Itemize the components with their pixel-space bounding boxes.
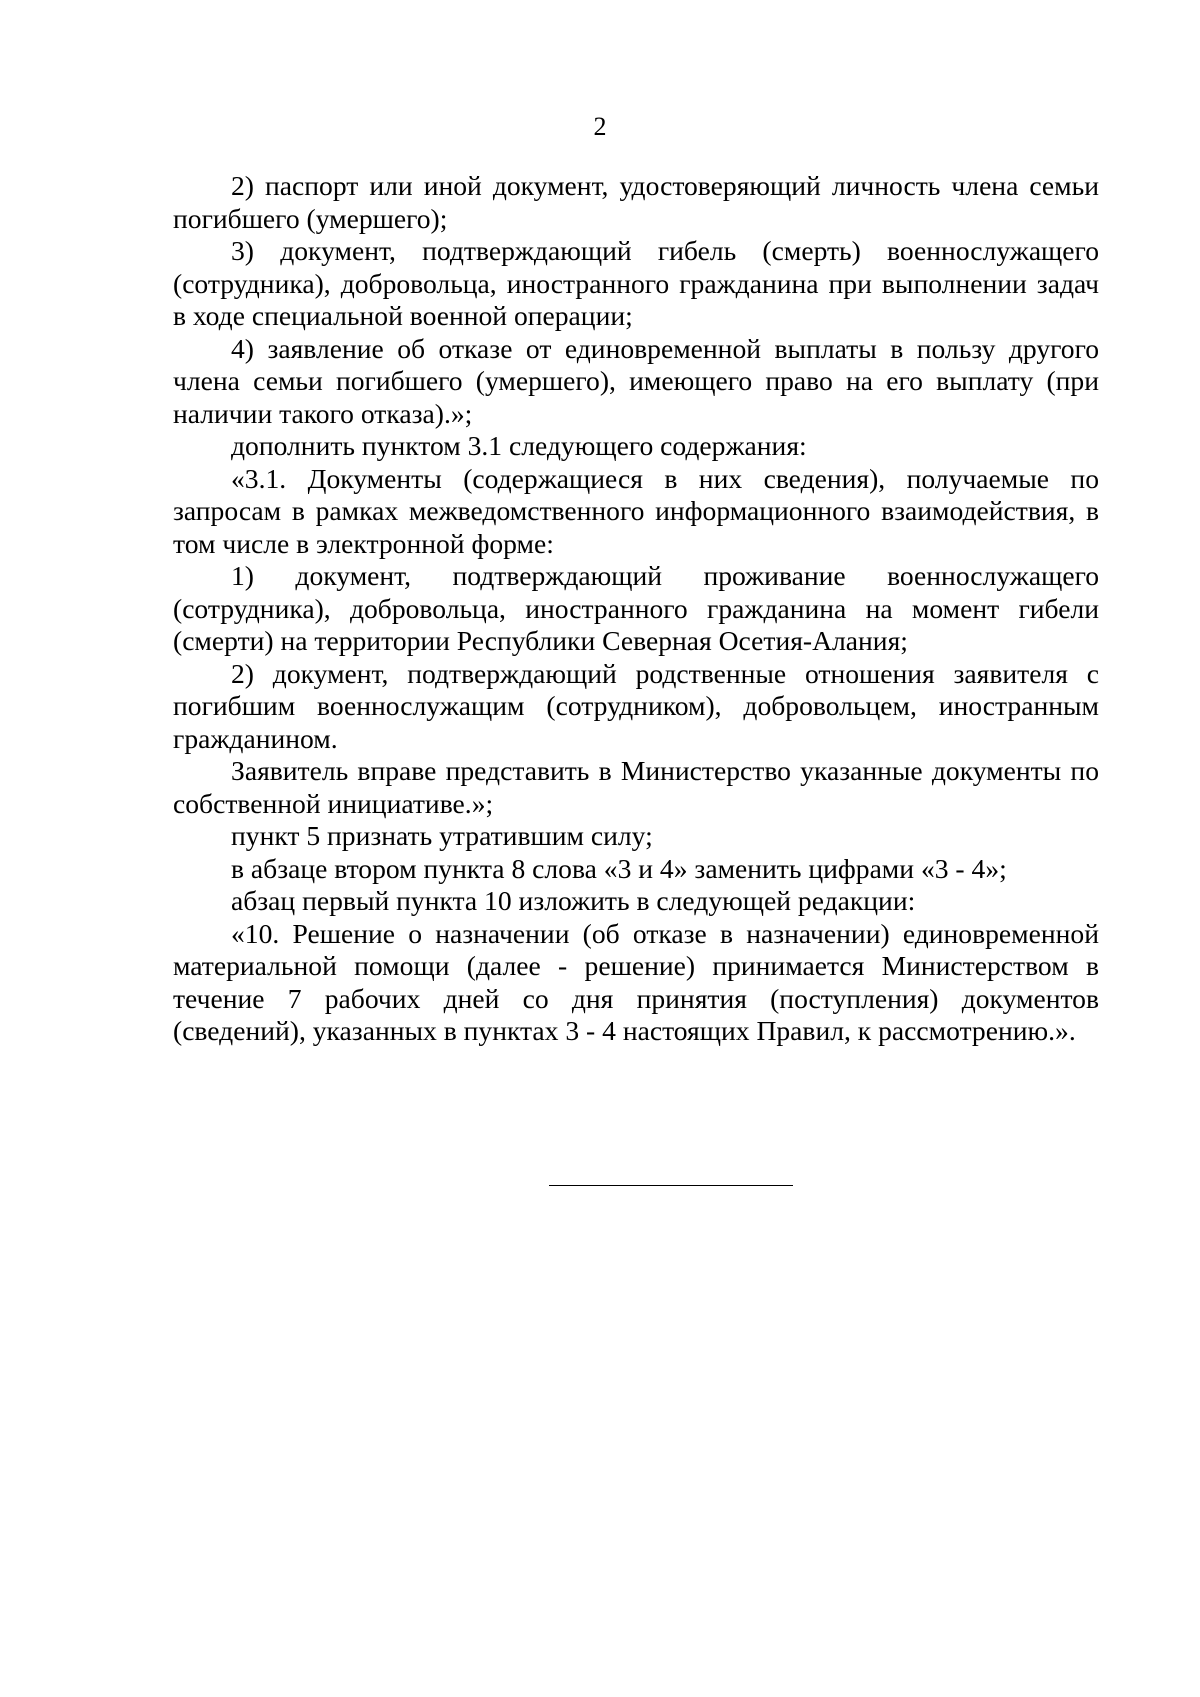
paragraph-point-8-change: в абзаце втором пункта 8 слова «3 и 4» заменить цифрами «3 - 4»; [231, 852, 1007, 884]
end-separator-line [549, 1185, 793, 1186]
document-body [173, 170, 1099, 1048]
paragraph-refusal-statement: 4) заявление об отказе от единовременной выплаты в пользу другого члена семьи погибшего (умершего), имеющего право на его выплату (при наличии такого отказа).»; [173, 332, 1099, 429]
paragraph-point-3-1: «3.1. Документы (содержащиеся в них сведения), получаемые по запросам в рамках межведомственного информационного взаимодействия, в том числе в электронной форме: [173, 462, 1099, 559]
paragraph-applicant-right: Заявитель вправе представить в Министерство указанные документы по собственной инициативе.»; [173, 755, 1099, 819]
paragraph-passport: 2) паспорт или иной документ, удостоверяющий личность члена семьи погибшего (умершего); [173, 170, 1099, 234]
paragraph-death-document: 3) документ, подтверждающий гибель (смерть) военнослужащего (сотрудника), добровольца, иностранного гражданина при выполнении задач в ходе специальной военной операции; [173, 235, 1099, 331]
paragraph-point-10-text: «10. Решение о назначении (об отказе в назначении) единовременной материальной помощи (далее - решение) принимается Министерством в течение 7 рабочих дней со дня принятия (поступления) документов (сведений), указанных в пунктах 3 - 4 настоящих Правил, к рассмотрению.». [173, 917, 1099, 1046]
paragraph-add-point-3-1: дополнить пунктом 3.1 следующего содержания: [231, 430, 807, 461]
paragraph-point-10-intro: абзац первый пункта 10 изложить в следующей редакции: [231, 885, 916, 916]
paragraph-kinship-document: 2) документ, подтверждающий родственные отношения заявителя с погибшим военнослужащим (сотрудником), добровольцем, иностранным гражданином. [173, 657, 1099, 754]
page-number: 2 [593, 112, 607, 141]
paragraph-point-5-void: пункт 5 признать утратившим силу; [231, 820, 653, 851]
paragraph-residence-document: 1) документ, подтверждающий проживание военнослужащего (сотрудника), добровольца, иностранного гражданина на момент гибели (смерти) на территории Республики Северная Осетия-Алания; [173, 560, 1099, 656]
